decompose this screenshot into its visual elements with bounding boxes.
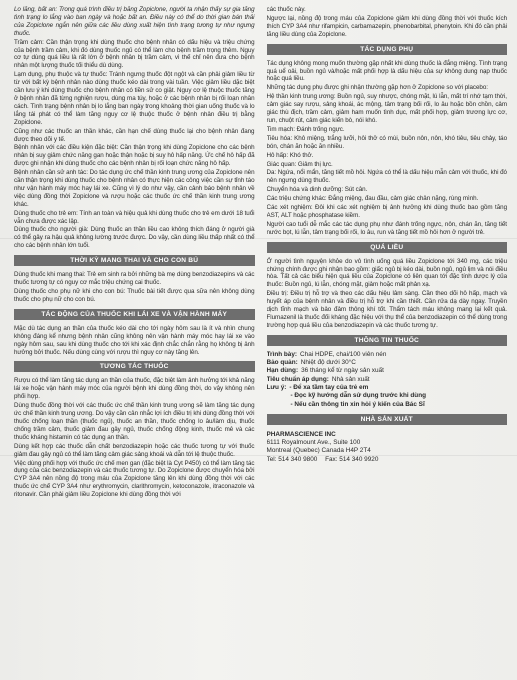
info-key: Bảo quản: bbox=[266, 359, 298, 367]
drug-info-block bbox=[267, 351, 508, 409]
paragraph: Việc dùng phối hợp với thuốc ức chế men gan (đặc biệt là Cyt P450) có thể làm tăng tác dụng của các benzodiazepin và các thuốc tương tự. Do Zopiclone được chuyển hóa bởi CYP 3A4 nên nồng độ trong máu của Zopiclone tăng lên khi dùng đồng thời với các thuốc ức chế CYP 3A4 như erythromycin, clarithromycin, ketoconazole, itraconazole và ritonavir. Cần phải giảm liều Zopiclone khi dùng đồng thời với bbox=[14, 459, 255, 499]
paragraph: Hệ thần kinh trung ương: Buồn ngủ, suy nhược, chóng mặt, lú lẫn, mất trí nhớ tạm thời, cảm giác say rượu, sảng khoái, ác mộng, tâm trạng bối rối, lo âu hoặc bồn chồn, cảm giác thù địch, trầm cảm, giảm ham muốn tình dục, mất phối hợp, giảm trương lực cơ, run, chuột rút, cảm giác kiến bò, nói khó. bbox=[266, 93, 507, 124]
info-row-shelf-life bbox=[267, 367, 508, 375]
paragraph: Điều trị: Điều trị hỗ trợ và theo các dấu hiệu lâm sàng. Cần theo dõi hô hấp, mạch và huyết áp của bệnh nhân và điều trị hỗ trợ khi cần thiết. Cần rửa dạ dày ngay. Truyền dịch tĩnh mạch và bảo đảm thông khí tốt. Thẩm tách máu không mang lại kết quả. Flumazenil là thuốc đối kháng đặc hiệu với thụ thể của benzodiazepin có thể dùng trong trường hợp quá liều của benzodiazepin và các thuốc tương tự. bbox=[266, 290, 507, 329]
info-value: Chai HDPE, chai/100 viên nén bbox=[300, 350, 387, 358]
warning-text: - Để xa tầm tay của trẻ em bbox=[289, 384, 369, 391]
paragraph: Hô hấp: Khó thở. bbox=[266, 151, 314, 159]
section-heading-interactions: TƯƠNG TÁC THUỐC bbox=[14, 361, 255, 372]
paragraph: Người cao tuổi dễ mắc các tác dụng phụ như đánh trống ngực, nôn, chán ăn, tăng tiết nước bọt, lú lẫn, tâm trạng bối rối, lo âu, run và tăng tiết mồ hôi hơn ở người trẻ. bbox=[266, 220, 507, 236]
paragraph: Rượu có thể làm tăng tác dụng an thần của thuốc, đặc biệt làm ảnh hưởng tới khả năng lái xe hoặc vận hành máy móc của người bệnh khi dùng đồng thời, do vậy không nên phối hợp. bbox=[14, 377, 255, 401]
paragraph: Những tác dụng phụ được ghi nhận thường gặp hơn ở Zopiclone so với placebo: bbox=[266, 84, 488, 92]
paragraph: Dùng thuốc cho trẻ em: Tính an toàn và hiệu quả khi dùng thuốc cho trẻ em dưới 18 tuổi vẫn chưa được xác lập. bbox=[14, 209, 255, 225]
left-column bbox=[14, 6, 255, 680]
info-key: Trình bày: bbox=[266, 350, 298, 358]
manufacturer-address: 6111 Royalmount Ave., Suite 100 bbox=[266, 439, 361, 447]
paragraph: Tim mạch: Đánh trống ngực. bbox=[266, 125, 345, 133]
manufacturer-name: PHARMASCIENCE INC bbox=[266, 430, 336, 438]
manufacturer-contact bbox=[267, 456, 508, 464]
manufacturer-address: Montreal (Quebec) Canada H4P 2T4 bbox=[266, 447, 371, 455]
fax-number: Fax: 514 340 9920 bbox=[325, 455, 379, 463]
paragraph: Dùng thuốc đồng thời với các thuốc ức chế thần kinh trung ương sẽ làm tăng tác dụng ức chế thần kinh trung ương. Do vậy cần cân nhắc lợi ích điều trị khi dùng đồng thời với thuốc chống loạn thần (thuốc ngủ), thuốc an thần, thuốc chống lo âu/làm dịu, thuốc chống trầm cảm, thuốc giảm đau gây ngủ, thuốc chống động kinh, thuốc mê và các thuốc kháng histamin có tác dụng an thần. bbox=[14, 402, 255, 441]
info-value: Nhà sản xuất bbox=[331, 375, 370, 383]
paragraph: Các xét nghiệm: Đôi khi các xét nghiệm bị ảnh hưởng khi dùng thuốc bao gồm tăng AST, ALT hoặc phosphatase kiềm. bbox=[266, 204, 507, 219]
paragraph: Trầm cảm: Cần thận trọng khi dùng thuốc cho bệnh nhân có dấu hiệu và triệu chứng của bệnh trầm cảm, khi đó dùng thuốc ngủ có thể làm cho bệnh trầm trọng thêm. Nguy cơ tự dùng quá liều là rất lớn ở bệnh nhân bị trầm cảm, vì thế chỉ nên đưa cho bệnh nhân một lượng thuốc tối thiểu dù dùng. bbox=[14, 38, 255, 70]
phone-number: Tel: 514 340 9800 bbox=[266, 455, 318, 463]
fold-line bbox=[0, 238, 517, 239]
info-key: Lưu ý: bbox=[266, 384, 287, 391]
paragraph: Bệnh nhân với các điều kiện đặc biệt: Cần thận trọng khi dùng Zopiclone cho các bệnh nhân bị suy giảm chức năng gan hoặc thận hoặc bị suy hô hấp năng. Ức chế hô hấp đã được ghi nhận khi dùng thuốc cho các bệnh nhân bị rối loạn chức năng hô hấp. bbox=[14, 144, 255, 168]
paragraph: Ở người tình nguyện khỏe do vô tình uống quá liều Zopiclone tới 340 mg, các triệu chứng chính được ghi nhận bao gồm: giấc ngủ bị kéo dài, buồn ngủ, ngủ lịm và nói điều hòa. Tất cả các biểu hiện quá liều của Zopiclone có liên quan tới đặc tính dược lý của thuốc: Buồn ngủ, lú lẫn, chóng mặt, giảm hoặc mất phản xạ. bbox=[266, 257, 507, 289]
paragraph: Giác quan: Giảm thị lực. bbox=[266, 160, 333, 168]
fold-line bbox=[0, 455, 517, 456]
paragraph: Lạm dụng, phụ thuộc và tự thuốc: Tránh ngưng thuốc đột ngột và cần phải giảm liều từ từ với bất kỳ bệnh nhân nào dùng thuốc kéo dài trong vài tuần. Việc giảm liều dặc biệt cần lưu ý khi dùng thuốc cho bệnh nhân có tiền sử co giật. Nguy cơ lệ thuộc thuốc tăng ở bệnh nhân đã từng nghiện rượu, dùng ma túy, hoặc ở các bệnh nhân bị rối loạn nhân cách. Tình trạng bệnh nhân bị lo lắng ban ngày trong khoảng thời gian uống thuốc và lo lắng tái phát có thể làm tăng nguy cơ lệ thuộc thuốc ở bệnh nhân điều trị bằng Zopiclone. bbox=[14, 71, 255, 126]
right-column bbox=[267, 6, 508, 680]
section-heading-manufacturer: NHÀ SẢN XUẤT bbox=[267, 414, 508, 425]
paragraph: Dùng thuốc cho người già: Dùng thuốc an thần liều cao không thích đáng ở người già có thể gây ra hậu quả không lường trước được. Do vậy, cần dùng liều thấp nhất có thể cho các bệnh nhân lớn tuổi. bbox=[14, 226, 255, 250]
section-heading-side-effects: TÁC DỤNG PHỤ bbox=[267, 44, 508, 55]
warning-text: - Nếu cần thông tin xin hỏi ý kiến của Bác Sĩ bbox=[290, 400, 425, 408]
paragraph: Tác dụng không mong muốn thường gặp nhất khi dùng thuốc là đắng miệng. Tình trạng quá uể oải, buồn ngủ và/hoặc mất phối hợp là dấu hiệu của sự không dung nạp thuốc hoặc quá liều. bbox=[266, 59, 507, 83]
paragraph: Chuyển hóa và dinh dưỡng: Sút cân. bbox=[266, 186, 368, 194]
paragraph: Các triệu chứng khác: Đắng miệng, đau đầu, cảm giác chân nặng, rùng mình. bbox=[266, 195, 479, 203]
section-heading-overdose: QUÁ LIỀU bbox=[267, 242, 508, 253]
paragraph: Mặc dù tác dụng an thần của thuốc kéo dài cho tới ngày hôm sau là ít và nhìn chung không đáng kể nhưng bệnh nhân cũng không nên vận hành máy móc hay lái xe vào ngày hôm sau, sau khi dùng thuốc cho tới khi xác định chắc chắn rằng họ không bị ảnh hưởng bởi thuốc. Nếu dùng cùng với rượu thì nguy cơ này tăng lên. bbox=[14, 324, 255, 356]
section-heading-drug-info: THÔNG TIN THUỐC bbox=[267, 335, 508, 346]
paragraph: Dùng kết hợp các thuốc dẫn chất benzodiazepin hoặc các thuốc tương tự với thuốc giảm đau gây ngủ có thể làm tăng cảm giác sảng khoái và dẫn tới lệ thuộc thuốc. bbox=[14, 442, 255, 458]
section-heading-driving: TÁC ĐỘNG CỦA THUỐC KHI LÁI XE VÀ VẬN HÀNH MÁY bbox=[14, 309, 255, 320]
info-value: 36 tháng kể từ ngày sản xuất bbox=[301, 367, 384, 375]
info-value: Nhiệt độ dưới 30°C bbox=[300, 359, 356, 367]
paragraph: Ngược lại, nồng độ trong máu của Zopiclone giảm khi dùng đồng thời với thuốc kích thích CYP 3A4 như rifampicin, carbamazepin, phenobarbital, phenytoin. Khi đó cần phải tăng liều dùng của Zopiclone. bbox=[266, 14, 507, 38]
paragraph: Dùng thuốc khi mang thai: Trẻ em sinh ra bởi những bà mẹ dùng benzodiazepins và các thuốc tương tự có nguy cơ mắc triệu chứng cai thuốc. bbox=[14, 271, 255, 287]
paragraph: các thuốc này. bbox=[266, 6, 306, 13]
paragraph: Lo lắng, bất an: Trong quá trình điều trị bằng Zopiclone, người ta nhận thấy sự gia tăng tình trạng lo lắng vào ban ngày và hoặc bất an. Điều này có thể do thời gian bán thải của Zopiclone ngắn nên giữa các liều dùng xuất hiện tình trạng tương tự như ngưng thuốc. bbox=[14, 6, 255, 37]
paragraph: Bệnh nhân cần sử anh tác: Do tác dụng ức chế thần kinh trung ương của Zopiclone nên cần thận trọng khi dùng thuốc cho bệnh nhân có thực hiện các công việc cần sự tỉnh táo như vận hành máy móc hay lái xe. Cũng vì lý do như vậy, cần cảnh báo bệnh nhân về việc dùng đồng thời Zopiclone và rượu hoặc các thuốc ức chế thần kinh trung ương khác. bbox=[14, 169, 255, 208]
manufacturer-block bbox=[267, 431, 508, 464]
paragraph: Cũng như các thuốc an thần khác, cần hạn chế dùng thuốc lại cho bệnh nhân đang được theo dõi y tế. bbox=[14, 127, 255, 143]
info-row-standard bbox=[267, 376, 508, 384]
paragraph: Tiêu hóa: Khô miệng, trắng lưỡi, hôi thở có mùi, buồn nôn, nôn, khó tiêu, tiêu chảy, táo bón, chán ăn hoặc ăn nhiều. bbox=[266, 134, 507, 150]
section-heading-pregnancy: THỜI KỲ MANG THAI VÀ CHO CON BÚ bbox=[14, 255, 255, 266]
info-key: Hạn dùng: bbox=[266, 367, 299, 375]
paragraph: Da: Ngứa, nổi mẩn, tăng tiết mồ hôi. Ngứa có thể là dấu hiệu mẫn cảm với thuốc, khi đó nên ngưng dùng thuốc. bbox=[266, 169, 507, 185]
info-key: Tiêu chuẩn áp dụng: bbox=[266, 375, 329, 383]
paragraph: Dùng thuốc cho phụ nữ khi cho con bú: Thuốc bài tiết được qua sữa nên không dùng thuốc cho phụ nữ cho con bú. bbox=[14, 288, 255, 303]
info-row-packaging bbox=[267, 351, 508, 359]
warning-text: - Đọc kỹ hướng dẫn sử dụng trước khi dùng bbox=[290, 392, 427, 400]
